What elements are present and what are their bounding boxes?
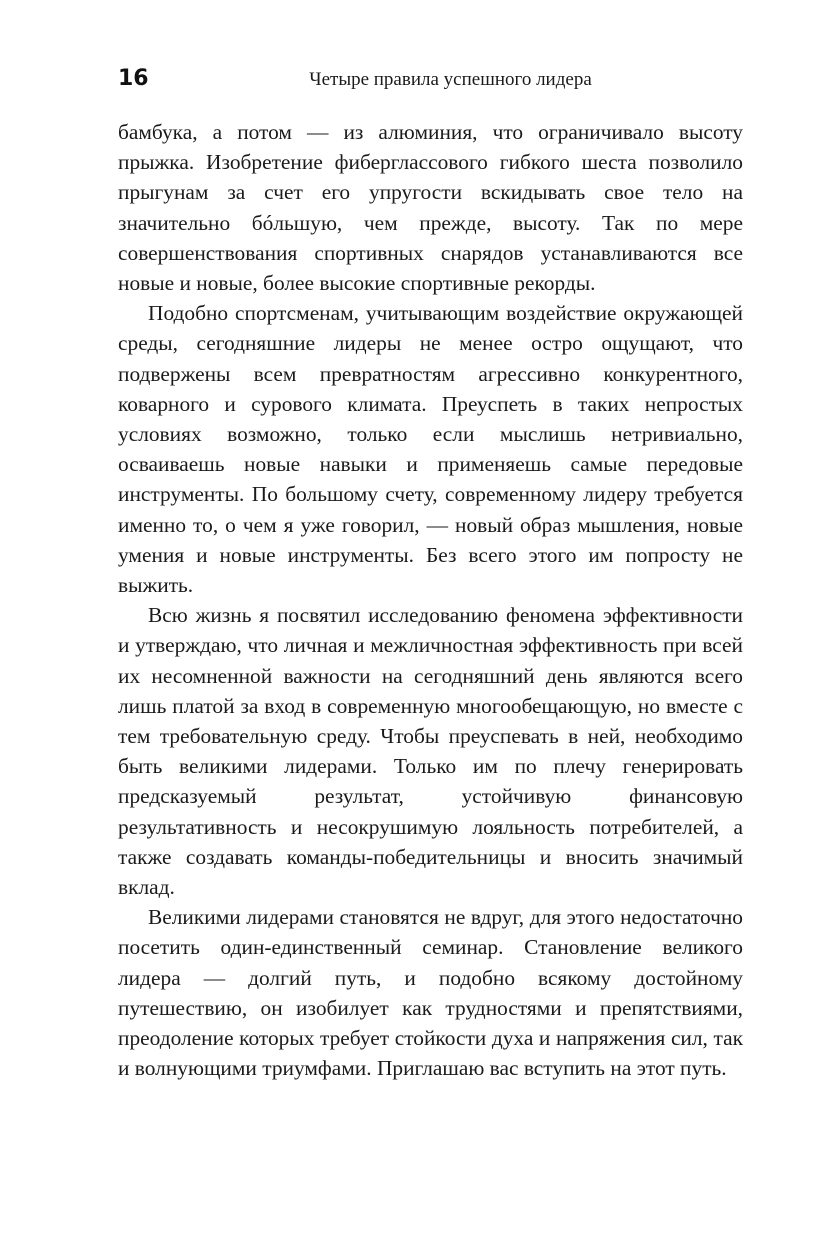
paragraph-4: Великими лидерами становятся не вдруг, для этого недостаточно посетить один-единственный семинар. Становление великого лидера — долгий путь, и подобно всякому достойному путешествию, он изобилует как трудностями и препятствиями, преодоление которых требует стойкости духа и напряжения сил, так и волнующими триумфами. Приглашаю вас вступить на этот путь. — [118, 905, 743, 1081]
page-number: 16 — [118, 66, 149, 91]
paragraph-1: бамбука, а потом — из алюминия, что ограничивало высоту прыжка. Изобретение фиберглассового гибкого шеста позволило прыгунам за счет его упругости вскидывать свое тело на значительно бóльшую, чем прежде, высоту. Так по мере совершенствования спортивных снарядов устанавливаются все новые и новые, более высокие спортивные рекорды. — [118, 120, 743, 296]
body-text — [118, 117, 743, 1084]
paragraph-3: Всю жизнь я посвятил исследованию феномена эффективности и утверждаю, что личная и межличностная эффективность при всей их несомненной важности на сегодняшний день являются всего лишь платой за вход в современную многообещающую, но вместе с тем требовательную среду. Чтобы преуспевать в ней, необходимо быть великими лидерами. Только им по плечу генерировать предсказуемый результат, устойчивую финансовую результативность и несокрушимую лояльность потребителей, а также создавать команды-победительницы и вносить значимый вклад. — [118, 603, 743, 900]
running-title: Четыре правила успешного лидера — [309, 69, 592, 90]
running-head — [118, 64, 743, 96]
paragraph-2: Подобно спортсменам, учитывающим воздействие окружающей среды, сегодняшние лидеры не менее остро ощущают, что подвержены всем превратностям агрессивно конкурентного, коварного и сурового климата. Преуспеть в таких непростых условиях возможно, только если мыслишь нетривиально, осваиваешь новые навыки и применяешь самые передовые инструменты. По большому счету, современному лидеру требуется именно то, о чем я уже говорил, — новый образ мышления, новые умения и новые инструменты. Без всего этого им попросту не выжить. — [118, 301, 743, 598]
